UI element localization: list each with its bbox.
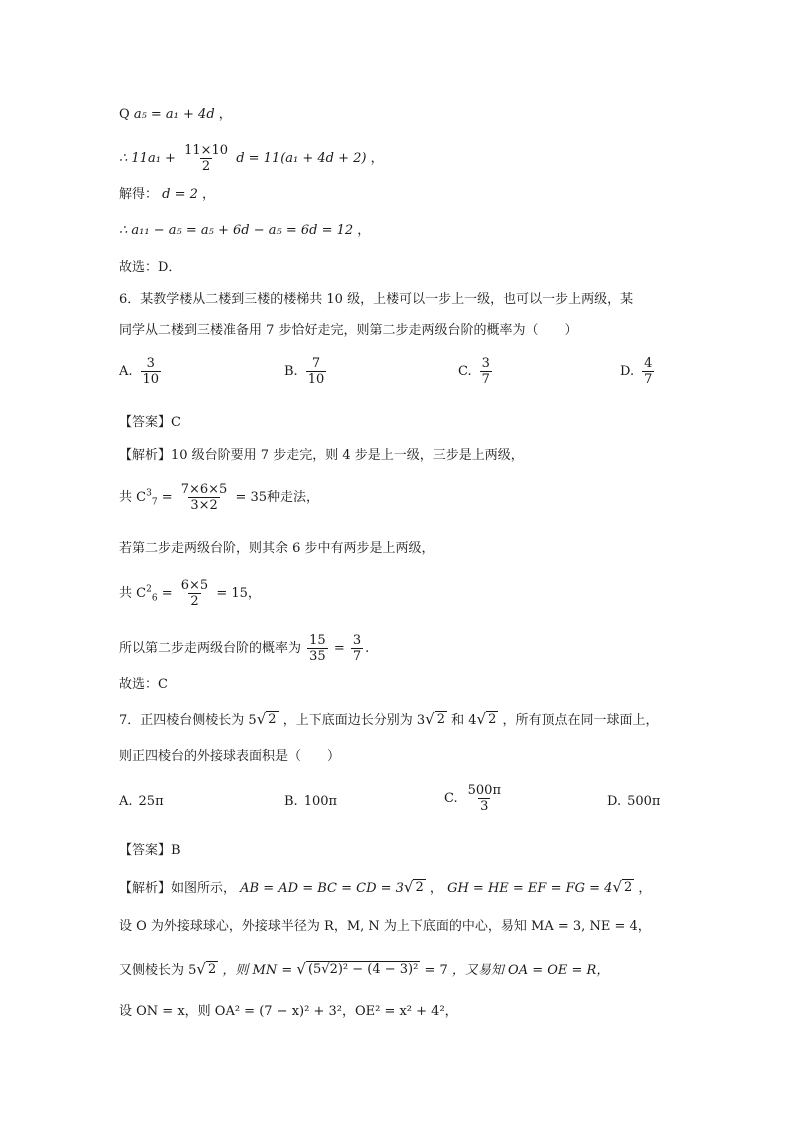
fraction [179,482,230,513]
superscript: 2 [146,584,152,595]
option-fraction [141,356,162,387]
combination-symbol: 共 C [119,586,147,601]
equation: ，则 MN = [222,963,293,978]
denominator: 7 [644,372,653,387]
analysis-6-line-1: 【解析】10 级台阶要用 7 步走完，则 4 步是上一级，三步是上两级， [119,448,524,463]
option-label: D. [620,364,635,379]
choice-result-6: 故选：C [119,677,168,692]
numerator: 500π [467,783,501,798]
option-value: 100π [303,794,338,809]
because-symbol: Q [119,107,130,122]
analysis-7-line-3 [119,961,609,980]
equation-part: ∴ 11a₁ + [119,151,176,166]
result-text: = 15， [216,586,261,601]
radicand: 2 [624,880,633,895]
numerator: 11×10 [184,143,229,158]
numerator: 6×5 [180,578,209,593]
answer-6: 【答案】C [119,415,181,430]
numerator: 15 [309,633,326,648]
fraction [182,143,230,174]
equals: = [157,490,173,505]
option-label: A. [119,364,133,379]
combination-symbol: 共 C [119,490,147,505]
option-value: 25π [138,794,164,809]
derivation-line-1 [119,106,232,124]
option-c [458,356,494,387]
analysis-6-line-2: 若第二步走两级台阶，则其余 6 步中有两步是上两级， [119,541,435,556]
radicand: 2 [488,712,497,727]
question-7-line-2: 则正四棱台的外接球表面积是（ ） [119,749,341,764]
period: . [365,641,370,656]
answer-7: 【答案】B [119,843,181,858]
numerator: 3 [146,356,155,371]
denominator: 2 [201,159,211,174]
subscript: 6 [151,593,158,604]
option-fraction [306,356,327,387]
denominator: 10 [142,372,160,387]
square-root: √ 2 [256,710,277,728]
derivation-line-2 [119,143,384,174]
coefficient: 3 [416,713,426,728]
numerator: 4 [644,356,653,371]
question-text: ，上下底面边长分别为 [282,713,413,728]
choice-result: 故选：D． [119,260,182,275]
question-6-line-2: 同学从二楼到三楼准备用 7 步恰好走完，则第二步走两级台阶的概率为（ ） [119,323,578,338]
combination-line-1 [119,482,319,513]
equation: d = 2 [162,187,198,202]
derivation-line-4 [119,222,370,240]
option-fraction [480,356,492,387]
numerator: 7 [311,356,321,371]
option-fraction [466,783,503,814]
analysis-text: ，又易知 OA = OE = R， [451,963,610,978]
fraction [351,633,363,664]
square-root: √ 2 [196,960,217,978]
equation-part: d = 11(a₁ + 4d + 2) [236,151,367,166]
combination-line-2 [119,578,261,609]
equation: ∴ a₁₁ − a₅ = a₅ + 6d − a₅ = 6d = 12 [119,223,354,238]
option-label: B. [284,794,298,809]
question-6-line-1: 6．某教学楼从二楼到三楼的楼梯共 10 级，上楼可以一步上一级，也可以一步上两级，某 [119,292,634,307]
option-label: A. [119,794,133,809]
coefficient: 4 [468,713,477,728]
option-a [119,356,163,387]
conjunction: 和 [451,713,465,728]
fraction [307,633,328,664]
equation: AB = AD = BC = CD = 3 [240,881,404,896]
option-d-7 [607,794,660,809]
option-label: C. [458,364,472,379]
square-root: √ 2 [612,878,633,896]
punctuation: ， [202,187,216,202]
question-text: ，所有顶点在同一球面上， [502,713,659,728]
radicand: 2 [268,712,277,727]
option-d [620,356,656,387]
option-fraction [642,356,654,387]
fraction [179,578,210,609]
square-root: √ 2 [403,878,424,896]
equation: a₅ = a₁ + 4d [133,107,215,122]
analysis-7-line-4: 设 ON = x，则 OA² = (7 − x)² + 3²，OE² = x² + 4²， [119,1004,458,1019]
denominator: 3×2 [190,498,218,513]
probability-text: 所以第二步走两级台阶的概率为 [119,641,302,656]
question-text: 7．正四棱台侧棱长为 [119,713,245,728]
punctuation: ， [218,107,232,122]
probability-line [119,633,369,664]
punctuation: ， [429,881,443,896]
radicand: (5√2)² − (4 − 3)² [307,962,419,977]
radicand: 2 [207,962,217,977]
option-label: B. [284,364,298,379]
option-label: C. [444,791,458,806]
equation: GH = HE = EF = FG = 4 [447,881,613,896]
radicand: 2 [436,712,445,727]
numerator: 7×6×5 [180,482,228,497]
denominator: 7 [481,372,490,387]
analysis-text: 又侧棱长为 5 [119,963,197,978]
square-root: √ 2 [476,710,497,728]
numerator: 3 [481,356,490,371]
question-7-line-1 [119,711,659,730]
derivation-line-3 [119,186,215,204]
option-a-7 [119,794,164,809]
denominator: 10 [307,372,325,387]
result-text: = 35种走法， [235,490,320,505]
equals: = [333,641,345,656]
punctuation: ， [370,151,384,166]
option-value: 500π [627,794,661,809]
denominator: 3 [480,799,489,814]
subscript: 7 [151,497,158,508]
coefficient: 5 [248,713,257,728]
option-b-7 [284,794,337,809]
analysis-7-line-2: 设 O 为外接球球心，外接球半径为 R，M, N 为上下底面的中心，易知 MA = 3, NE = 4， [119,919,651,934]
analysis-7-line-1 [119,879,651,898]
numerator: 3 [352,633,362,648]
square-root: √ (5√2)² − (4 − 3)² [296,960,419,978]
solve-label: 解得： [119,187,159,202]
radicand: 2 [415,880,424,895]
option-b [284,356,328,387]
equals-result: = 7 [424,963,448,978]
analysis-label: 【解析】如图所示， [119,881,237,896]
punctuation: ， [357,223,371,238]
square-root: √ 2 [425,710,445,728]
punctuation: ， [638,881,652,896]
equals: = [157,586,173,601]
option-c-7 [444,783,505,814]
option-label: D. [607,794,622,809]
denominator: 7 [352,649,362,664]
denominator: 35 [309,649,326,664]
superscript: 3 [146,488,152,499]
denominator: 2 [190,594,199,609]
